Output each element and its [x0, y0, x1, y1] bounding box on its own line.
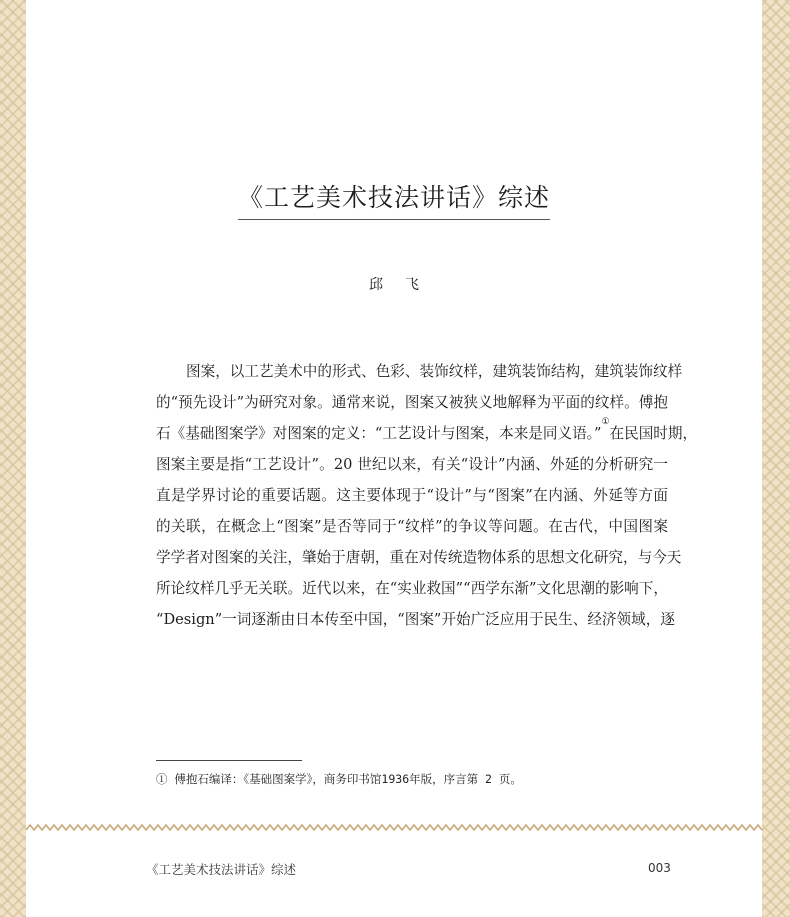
decorative-wave-divider [26, 823, 762, 833]
paragraph-line: 直是学界讨论的重要话题。这主要体现于“设计”与“图案”在内涵、外延等方面 [156, 487, 668, 504]
paragraph-line-segment: 在民国时期， [609, 425, 698, 442]
left-decorative-border [0, 0, 26, 917]
author-name: 邱飞 [369, 277, 441, 293]
article-title: 《工艺美术技法讲话》综述 [238, 178, 550, 220]
body-paragraph [156, 356, 698, 635]
right-decorative-border [762, 0, 790, 917]
document-page [26, 0, 762, 917]
footnote: ① 傅抱石编译：《基础图案学》，商务印书馆1936年版，序言第 2 页。 [156, 772, 522, 786]
paragraph-line: 所论纹样几乎无关联。近代以来，在“实业救国”“西学东渐”文化思潮的影响下， [156, 580, 668, 597]
paragraph-line-segment: 石《基础图案学》对图案的定义：“工艺设计与图案，本来是同义语。” [156, 425, 602, 442]
page-number: 003 [648, 861, 671, 875]
footnote-reference[interactable]: ① [601, 417, 610, 427]
paragraph-line [156, 417, 698, 449]
paragraph-line: 图案主要是指“工艺设计”。20 世纪以来，有关“设计”内涵、外延的分析研究一 [156, 456, 668, 473]
running-title: 《工艺美术技法讲话》综述 [146, 862, 297, 877]
footnote-divider [156, 760, 302, 761]
title-container [26, 178, 762, 220]
paragraph-line: “Design”一词逐渐由日本传至中国，“图案”开始广泛应用于民生、经济领域，逐 [156, 611, 675, 628]
paragraph-line: 图案，以工艺美术中的形式、色彩、装饰纹样，建筑装饰结构，建筑装饰纹样 [186, 363, 683, 380]
paragraph-line: 学学者对图案的关注，肇始于唐朝，重在对传统造物体系的思想文化研究，与今天 [156, 549, 682, 566]
paragraph-line: 的“预先设计”为研究对象。通常来说，图案又被狭义地解释为平面的纹样。傅抱 [156, 394, 668, 411]
paragraph-line: 的关联，在概念上“图案”是否等同于“纹样”的争议等问题。在古代，中国图案 [156, 518, 668, 535]
